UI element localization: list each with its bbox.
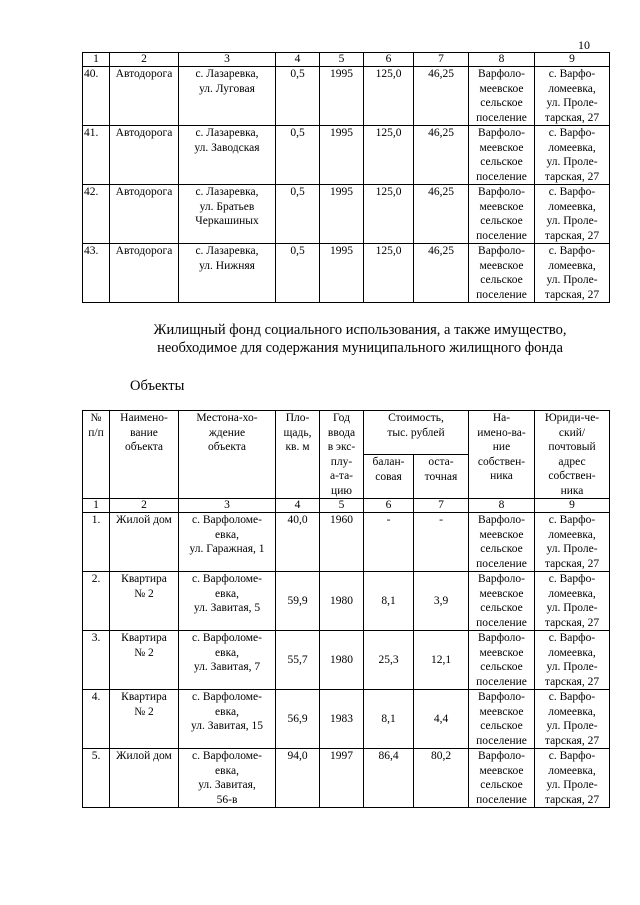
header-area: Пло- щадь, кв. м bbox=[276, 411, 320, 499]
object-location: с. Варфоломе- евка, ул. Завитая, 15 bbox=[179, 690, 276, 749]
header-residual-cost: оста- точная bbox=[414, 455, 469, 499]
row-number: 1. bbox=[83, 513, 110, 572]
column-number: 6 bbox=[364, 53, 414, 67]
object-location: с. Лазаревка, ул. Заводская bbox=[179, 126, 276, 185]
object-location: с. Варфоломе- евка, ул. Гаражная, 1 bbox=[179, 513, 276, 572]
residual-cost: 12,1 bbox=[414, 631, 469, 690]
header-name: Наимено- вание объекта bbox=[110, 411, 179, 499]
balance-cost: 8,1 bbox=[364, 572, 414, 631]
object-area: 94,0 bbox=[276, 749, 320, 808]
row-number: 43. bbox=[83, 244, 110, 303]
column-number: 5 bbox=[320, 499, 364, 513]
balance-cost: 125,0 bbox=[364, 67, 414, 126]
owner-name: Варфоло- меевское сельское поселение bbox=[469, 185, 535, 244]
balance-cost: 125,0 bbox=[364, 126, 414, 185]
column-number: 8 bbox=[469, 499, 535, 513]
owner-address: с. Варфо- ломеевка, ул. Проле- тарская, 27 bbox=[535, 513, 610, 572]
object-location: с. Лазаревка, ул. Нижняя bbox=[179, 244, 276, 303]
column-number: 2 bbox=[110, 499, 179, 513]
owner-address: с. Варфо- ломеевка, ул. Проле- тарская, 27 bbox=[535, 244, 610, 303]
column-number: 1 bbox=[83, 53, 110, 67]
row-number: 41. bbox=[83, 126, 110, 185]
object-area: 55,7 bbox=[276, 631, 320, 690]
object-length: 0,5 bbox=[276, 67, 320, 126]
balance-cost: - bbox=[364, 513, 414, 572]
table-row bbox=[83, 572, 610, 631]
header-owner-address: Юриди-че- ский/ почтовый адрес собствен- ника bbox=[535, 411, 610, 499]
section-subheading: Объекты bbox=[130, 378, 185, 394]
balance-cost: 8,1 bbox=[364, 690, 414, 749]
residual-cost: 46,25 bbox=[414, 185, 469, 244]
column-number: 4 bbox=[276, 53, 320, 67]
commission-year: 1995 bbox=[320, 185, 364, 244]
object-name: Автодорога bbox=[110, 67, 179, 126]
object-location: с. Лазаревка, ул. Луговая bbox=[179, 67, 276, 126]
header-cost: Стоимость, тыс. рублей bbox=[364, 411, 469, 455]
object-name: Квартира № 2 bbox=[110, 631, 179, 690]
table-row bbox=[83, 126, 610, 185]
column-number: 2 bbox=[110, 53, 179, 67]
object-location: с. Варфоломе- евка, ул. Завитая, 56-в bbox=[179, 749, 276, 808]
residual-cost: 46,25 bbox=[414, 126, 469, 185]
residual-cost: 4,4 bbox=[414, 690, 469, 749]
owner-address: с. Варфо- ломеевка, ул. Проле- тарская, 27 bbox=[535, 185, 610, 244]
residual-cost: 46,25 bbox=[414, 67, 469, 126]
object-name: Автодорога bbox=[110, 185, 179, 244]
column-number-row bbox=[83, 53, 610, 67]
commission-year: 1960 bbox=[320, 513, 364, 572]
commission-year: 1995 bbox=[320, 244, 364, 303]
residual-cost: 46,25 bbox=[414, 244, 469, 303]
commission-year: 1980 bbox=[320, 631, 364, 690]
object-name: Автодорога bbox=[110, 244, 179, 303]
column-number: 5 bbox=[320, 53, 364, 67]
column-number-row bbox=[83, 499, 610, 513]
object-location: с. Варфоломе- евка, ул. Завитая, 7 bbox=[179, 631, 276, 690]
object-area: 40,0 bbox=[276, 513, 320, 572]
table-row bbox=[83, 690, 610, 749]
row-number: 42. bbox=[83, 185, 110, 244]
commission-year: 1995 bbox=[320, 126, 364, 185]
owner-name: Варфоло- меевское сельское поселение bbox=[469, 513, 535, 572]
row-number: 2. bbox=[83, 572, 110, 631]
object-name: Жилой дом bbox=[110, 749, 179, 808]
row-number: 4. bbox=[83, 690, 110, 749]
column-number: 6 bbox=[364, 499, 414, 513]
object-length: 0,5 bbox=[276, 244, 320, 303]
table-row bbox=[83, 185, 610, 244]
balance-cost: 25,3 bbox=[364, 631, 414, 690]
column-number: 4 bbox=[276, 499, 320, 513]
owner-address: с. Варфо- ломеевка, ул. Проле- тарская, 27 bbox=[535, 572, 610, 631]
column-number: 7 bbox=[414, 499, 469, 513]
page-number: 10 bbox=[578, 38, 590, 52]
column-number: 9 bbox=[535, 53, 610, 67]
table-header-row bbox=[83, 411, 610, 455]
row-number: 3. bbox=[83, 631, 110, 690]
column-number: 3 bbox=[179, 53, 276, 67]
object-name: Квартира № 2 bbox=[110, 690, 179, 749]
owner-name: Варфоло- меевское сельское поселение bbox=[469, 67, 535, 126]
table-row bbox=[83, 244, 610, 303]
owner-address: с. Варфо- ломеевка, ул. Проле- тарская, 27 bbox=[535, 67, 610, 126]
commission-year: 1995 bbox=[320, 67, 364, 126]
owner-address: с. Варфо- ломеевка, ул. Проле- тарская, 27 bbox=[535, 126, 610, 185]
column-number: 1 bbox=[83, 499, 110, 513]
table-row bbox=[83, 749, 610, 808]
header-location: Местона-хо- ждение объекта bbox=[179, 411, 276, 499]
commission-year: 1983 bbox=[320, 690, 364, 749]
column-number: 7 bbox=[414, 53, 469, 67]
object-name: Квартира № 2 bbox=[110, 572, 179, 631]
object-area: 56,9 bbox=[276, 690, 320, 749]
row-number: 5. bbox=[83, 749, 110, 808]
road-objects-table bbox=[82, 52, 610, 303]
owner-name: Варфоло- меевское сельское поселение bbox=[469, 126, 535, 185]
balance-cost: 125,0 bbox=[364, 185, 414, 244]
table-row bbox=[83, 67, 610, 126]
row-number: 40. bbox=[83, 67, 110, 126]
housing-objects-table bbox=[82, 410, 610, 808]
balance-cost: 125,0 bbox=[364, 244, 414, 303]
column-number: 8 bbox=[469, 53, 535, 67]
residual-cost: - bbox=[414, 513, 469, 572]
owner-name: Варфоло- меевское сельское поселение bbox=[469, 690, 535, 749]
owner-address: с. Варфо- ломеевка, ул. Проле- тарская, 27 bbox=[535, 749, 610, 808]
owner-name: Варфоло- меевское сельское поселение bbox=[469, 749, 535, 808]
table-row bbox=[83, 513, 610, 572]
header-year: Год ввода в экс- плу- а-та- цию bbox=[320, 411, 364, 499]
section-heading: Жилищный фонд социального использования, а также имущество, необходимое для содержания муниципального жилищного фонда bbox=[153, 322, 567, 356]
header-num: № п/п bbox=[83, 411, 110, 499]
residual-cost: 80,2 bbox=[414, 749, 469, 808]
commission-year: 1997 bbox=[320, 749, 364, 808]
object-location: с. Варфоломе- евка, ул. Завитая, 5 bbox=[179, 572, 276, 631]
owner-name: Варфоло- меевское сельское поселение bbox=[469, 244, 535, 303]
column-number: 9 bbox=[535, 499, 610, 513]
owner-name: Варфоло- меевское сельское поселение bbox=[469, 572, 535, 631]
owner-name: Варфоло- меевское сельское поселение bbox=[469, 631, 535, 690]
object-name: Жилой дом bbox=[110, 513, 179, 572]
header-owner-name: На- имено-ва- ние собствен- ника bbox=[469, 411, 535, 499]
object-location: с. Лазаревка, ул. Братьев Черкашиных bbox=[179, 185, 276, 244]
column-number: 3 bbox=[179, 499, 276, 513]
object-area: 59,9 bbox=[276, 572, 320, 631]
owner-address: с. Варфо- ломеевка, ул. Проле- тарская, 27 bbox=[535, 690, 610, 749]
object-length: 0,5 bbox=[276, 126, 320, 185]
object-length: 0,5 bbox=[276, 185, 320, 244]
balance-cost: 86,4 bbox=[364, 749, 414, 808]
owner-address: с. Варфо- ломеевка, ул. Проле- тарская, 27 bbox=[535, 631, 610, 690]
table-row bbox=[83, 631, 610, 690]
object-name: Автодорога bbox=[110, 126, 179, 185]
header-balance-cost: балан- совая bbox=[364, 455, 414, 499]
residual-cost: 3,9 bbox=[414, 572, 469, 631]
commission-year: 1980 bbox=[320, 572, 364, 631]
